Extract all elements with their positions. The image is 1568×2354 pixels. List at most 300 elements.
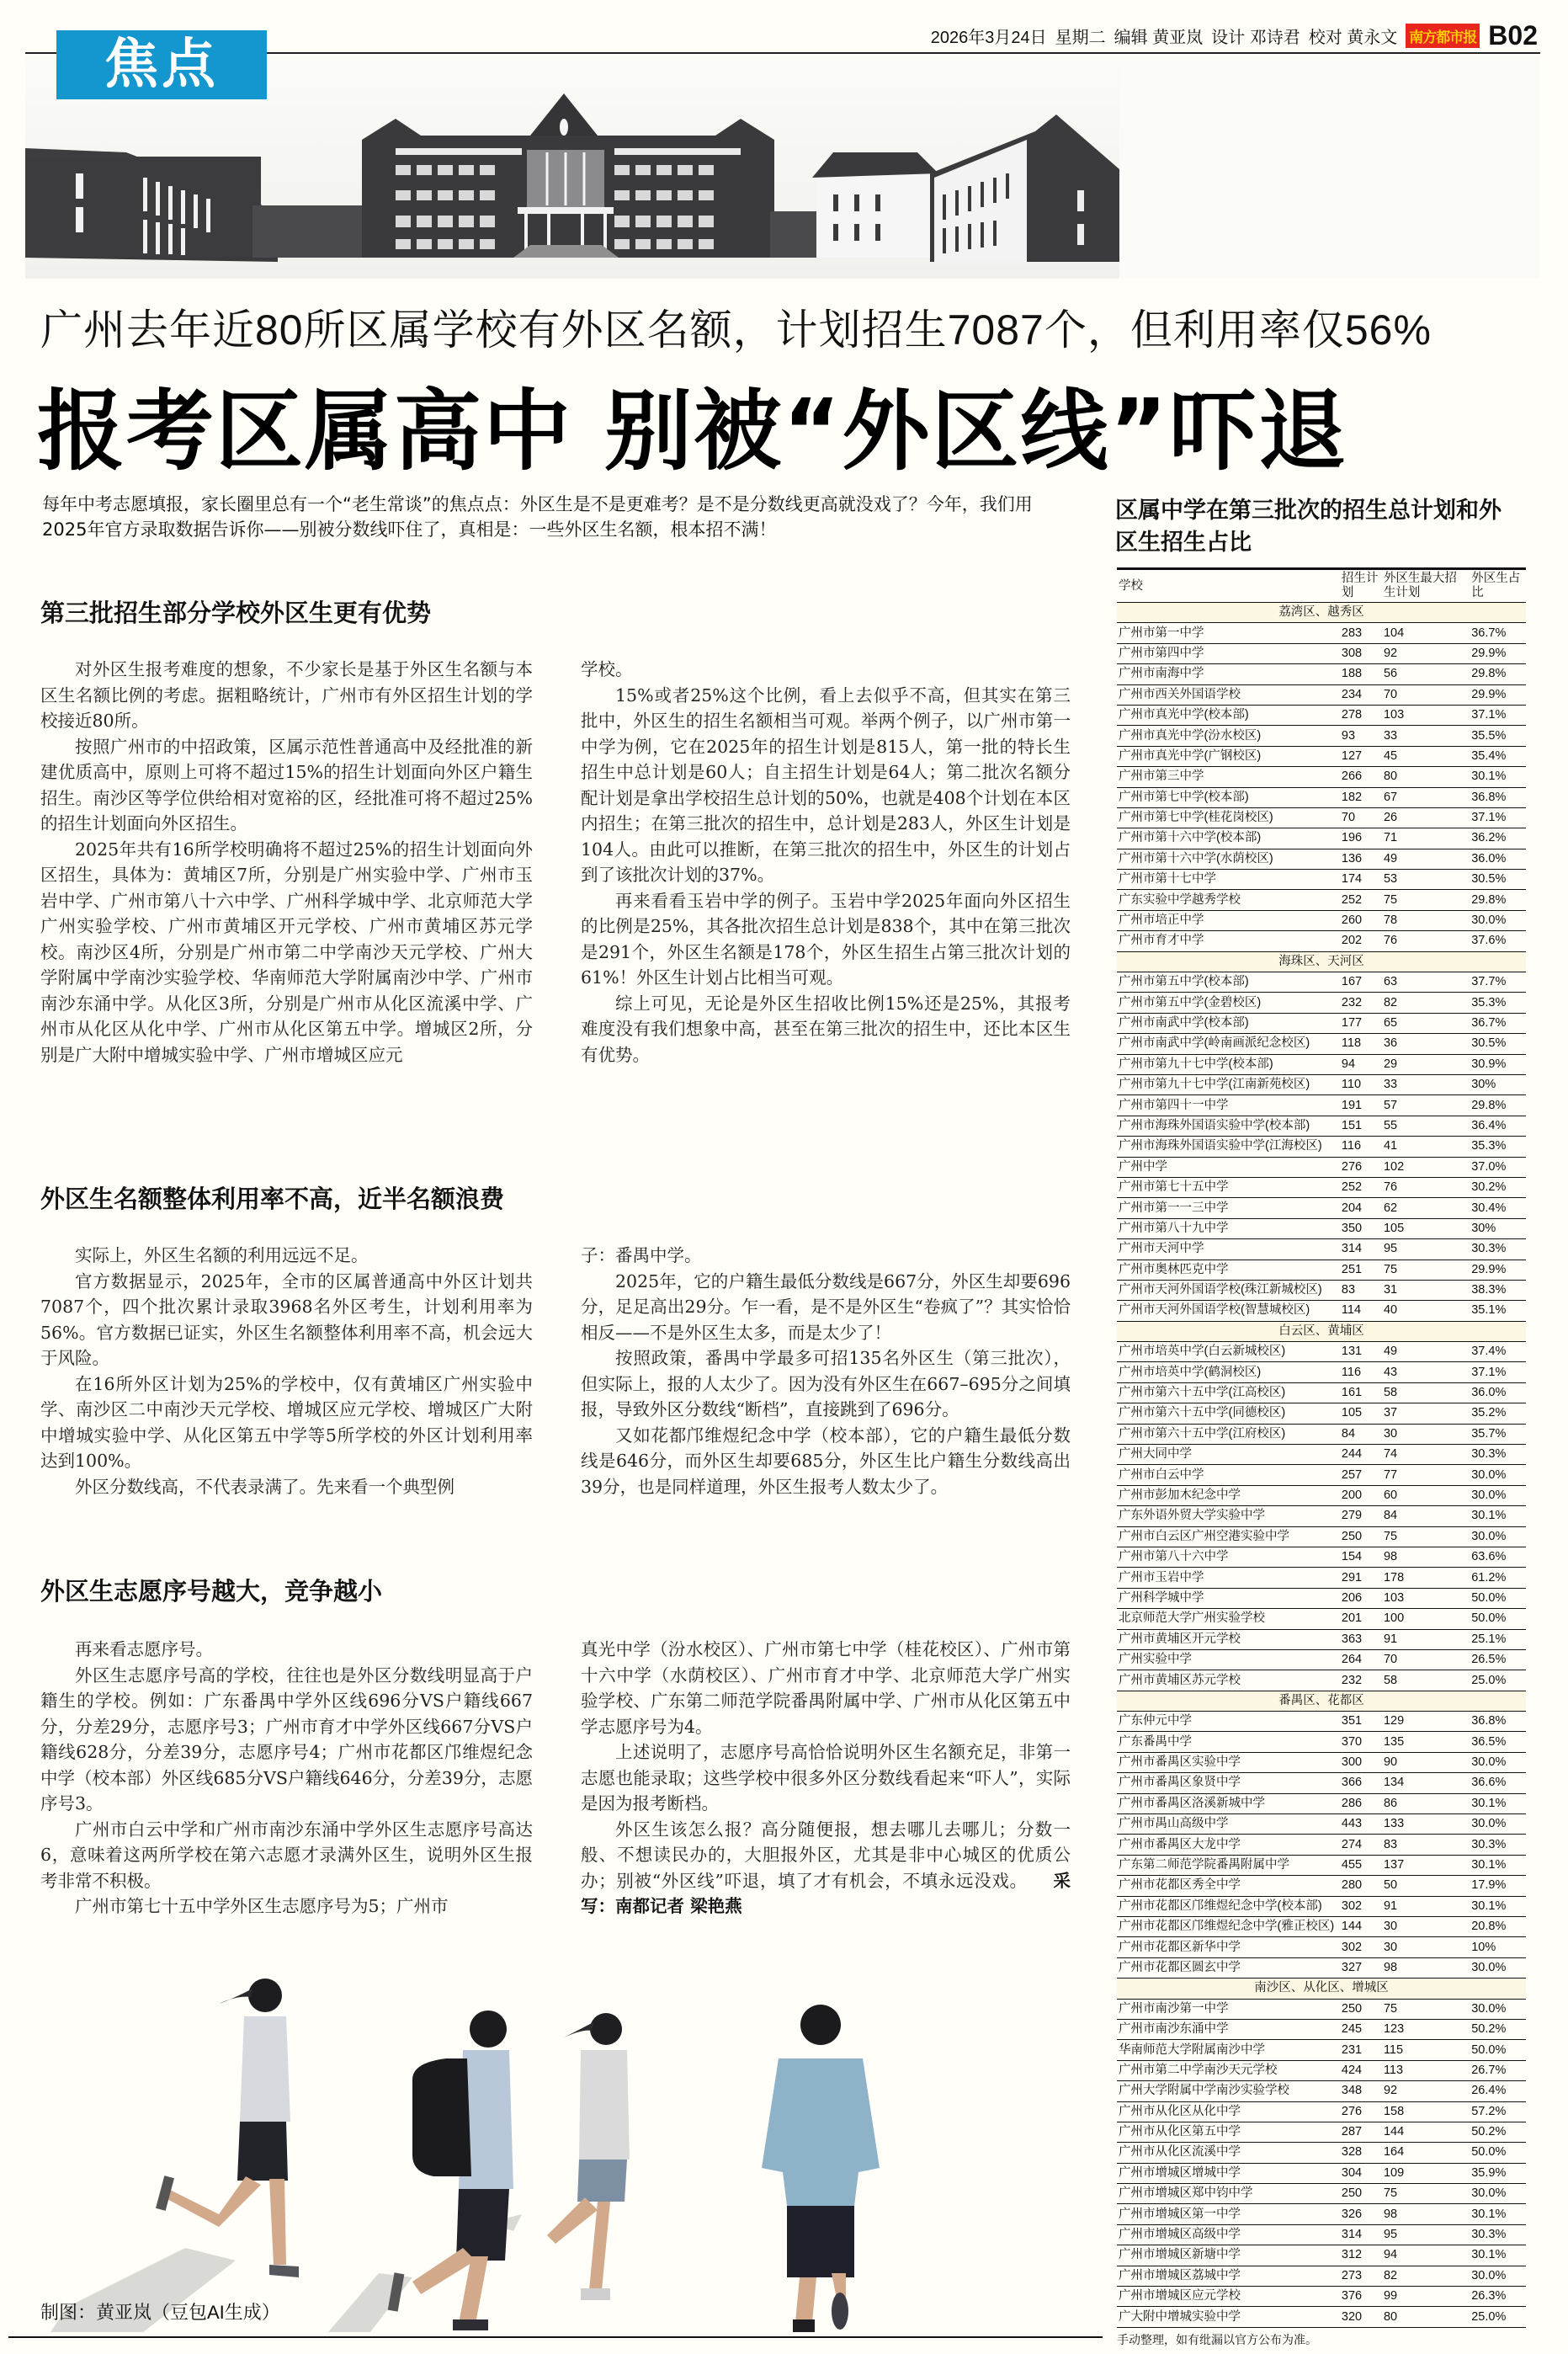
- max-outside-cell: 71: [1382, 828, 1470, 849]
- outside-ratio-cell: 61.2%: [1470, 1568, 1526, 1588]
- outside-ratio-cell: 30.1%: [1470, 1896, 1526, 1916]
- paragraph: 2025年，它的户籍生最低分数线是667分，外区生却要696分，足足高出29分。乍一看，是不是外区生“卷疯了”？其实恰恰相反——不是外区生太多，而是太少了！: [581, 1270, 1071, 1343]
- outside-ratio-cell: 30.0%: [1470, 910, 1526, 930]
- max-outside-cell: 92: [1382, 643, 1470, 663]
- running-students-illustration: [17, 1970, 1103, 2332]
- outside-ratio-cell: 30.0%: [1470, 2266, 1526, 2286]
- plan-cell: 273: [1340, 2266, 1382, 2286]
- school-name-cell: 广州市第五中学(校本部): [1117, 972, 1340, 993]
- outside-ratio-cell: 57.2%: [1470, 2101, 1526, 2122]
- outside-ratio-cell: 30.0%: [1470, 1957, 1526, 1978]
- plan-cell: 283: [1340, 623, 1382, 643]
- plan-cell: 200: [1340, 1485, 1382, 1505]
- table-title: 区属中学在第三批次的招生总计划和外区生招生占比: [1115, 498, 1502, 556]
- plan-cell: 252: [1340, 1177, 1382, 1197]
- table-row: [1117, 2122, 1526, 2142]
- max-outside-cell: 98: [1382, 2204, 1470, 2224]
- designer-credit: 设计 邓诗君: [1211, 28, 1300, 47]
- outside-ratio-cell: 30.3%: [1470, 1445, 1526, 1465]
- table-row: [1117, 890, 1526, 910]
- school-name-cell: 广州市南沙东涌中学: [1117, 2019, 1340, 2039]
- table-row: [1117, 1937, 1526, 1957]
- paragraph: 2025年共有16所学校明确将不超过25%的招生计划面向外区招生，具体为：黄埔区7所，分别是广州实验中学、广州市玉岩中学、广州市第八十六中学、广州科学城中学、北京师范大学广州实验学校、广州市黄埔区开元学校、广州市黄埔区苏元学校。南沙区4所，分别是广州市第二中学南沙天元学校、广州大学附属中学南沙实验学校、华南师范大学附属南沙中学、广州市南沙东涌中学。从化区3所，分别是广州市从化区流溪中学、广州市从化区从化中学、广州市从化区第五中学。增城区2所，分别是广大附中增城实验中学、广州市增城区应元: [40, 839, 533, 1065]
- outside-ratio-cell: 30.0%: [1470, 1814, 1526, 1835]
- table-row: [1117, 1013, 1526, 1033]
- school-name-cell: 广州市第七中学(桂花岗校区): [1117, 807, 1340, 828]
- table-group-row: [1117, 1321, 1526, 1341]
- max-outside-cell: 129: [1382, 1712, 1470, 1732]
- school-name-cell: 广州市天河中学: [1117, 1239, 1340, 1260]
- max-outside-cell: 55: [1382, 1116, 1470, 1136]
- table-row: [1117, 1260, 1526, 1280]
- article-column: [40, 1637, 533, 1920]
- table-row: [1117, 2163, 1526, 2183]
- outside-ratio-cell: 37.1%: [1470, 1362, 1526, 1382]
- plan-cell: 274: [1340, 1835, 1382, 1855]
- max-outside-cell: 30: [1382, 1937, 1470, 1957]
- paragraph: 真光中学（汾水校区）、广州市第七中学（桂花校区）、广州市第十六中学（水荫校区）、广州市育才中学、北京师范大学广州实验学校、广东第二师范学院番禺附属中学、广州市从化区第五中学志愿序号为4。: [581, 1639, 1071, 1737]
- plan-cell: 154: [1340, 1547, 1382, 1567]
- max-outside-cell: 133: [1382, 1814, 1470, 1835]
- max-outside-cell: 91: [1382, 1629, 1470, 1649]
- table-row: [1117, 2040, 1526, 2060]
- max-outside-cell: 78: [1382, 910, 1470, 930]
- plan-cell: 351: [1340, 1712, 1382, 1732]
- paragraph: 综上可见，无论是外区生招收比例15%还是25%，其报考难度没有我们想象中高，甚至在第三批次的招生中，还比本区生有优势。: [581, 993, 1071, 1065]
- table-row: [1117, 1403, 1526, 1424]
- outside-ratio-cell: 30.1%: [1470, 2204, 1526, 2224]
- max-outside-cell: 95: [1382, 1239, 1470, 1260]
- plan-cell: 201: [1340, 1609, 1382, 1629]
- table-row: [1117, 1999, 1526, 2019]
- outside-ratio-cell: 17.9%: [1470, 1876, 1526, 1896]
- outside-ratio-cell: 63.6%: [1470, 1547, 1526, 1567]
- article-subtitle: 广州去年近80所区属学校有外区名额，计划招生7087个，但利用率仅56%: [40, 306, 1432, 354]
- max-outside-cell: 56: [1382, 664, 1470, 684]
- outside-ratio-cell: 30.4%: [1470, 1198, 1526, 1218]
- paragraph-text: 外区生该怎么报？高分随便报，想去哪儿去哪儿；分数一般、不想读民办的，大胆报外区，尤其是非中心城区的优质公办；别被“外区线”吓退，填了才有机会，不填永远没戏。: [581, 1819, 1071, 1891]
- max-outside-cell: 103: [1382, 1588, 1470, 1608]
- plan-cell: 127: [1340, 746, 1382, 766]
- outside-ratio-cell: 30.3%: [1470, 1239, 1526, 1260]
- table-group-row: [1117, 951, 1526, 972]
- table-row: [1117, 1301, 1526, 1321]
- outside-ratio-cell: 30.0%: [1470, 1752, 1526, 1772]
- table-row: [1117, 870, 1526, 890]
- max-outside-cell: 109: [1382, 2163, 1470, 2183]
- school-name-cell: 广州市白云中学: [1117, 1465, 1340, 1485]
- table-row: [1117, 2081, 1526, 2101]
- school-name-cell: 广州市黄埔区苏元学校: [1117, 1670, 1340, 1691]
- school-name-cell: 广州市花都区邝维煜纪念中学(校本部): [1117, 1896, 1340, 1916]
- outside-ratio-cell: 35.3%: [1470, 1137, 1526, 1157]
- outside-ratio-cell: 37.6%: [1470, 931, 1526, 951]
- table-row: [1117, 1506, 1526, 1526]
- outside-ratio-cell: 30.1%: [1470, 2245, 1526, 2266]
- school-name-cell: 广州市真光中学(校本部): [1117, 705, 1340, 725]
- max-outside-cell: 90: [1382, 1752, 1470, 1772]
- table-row: [1117, 1137, 1526, 1157]
- table-row: [1117, 1342, 1526, 1362]
- plan-cell: 363: [1340, 1629, 1382, 1649]
- outside-ratio-cell: 30.9%: [1470, 1054, 1526, 1074]
- plan-cell: 188: [1340, 664, 1382, 684]
- section-badge: 焦点: [56, 30, 267, 99]
- max-outside-cell: 82: [1382, 993, 1470, 1013]
- max-outside-cell: 113: [1382, 2060, 1470, 2080]
- max-outside-cell: 94: [1382, 2245, 1470, 2266]
- plan-cell: 234: [1340, 684, 1382, 705]
- max-outside-cell: 164: [1382, 2143, 1470, 2163]
- plan-cell: 84: [1340, 1424, 1382, 1444]
- outside-ratio-cell: 30.1%: [1470, 1793, 1526, 1813]
- table-row: [1117, 807, 1526, 828]
- max-outside-cell: 84: [1382, 1506, 1470, 1526]
- max-outside-cell: 75: [1382, 1526, 1470, 1547]
- max-outside-cell: 104: [1382, 623, 1470, 643]
- outside-ratio-cell: 30.0%: [1470, 2184, 1526, 2204]
- school-name-cell: 广州市增城区增城中学: [1117, 2163, 1340, 2183]
- plan-cell: 191: [1340, 1095, 1382, 1116]
- enrollment-table: [1117, 567, 1526, 2348]
- plan-cell: 260: [1340, 910, 1382, 930]
- school-name-cell: 广州科学城中学: [1117, 1588, 1340, 1608]
- school-name-cell: 广州市第九十七中学(校本部): [1117, 1054, 1340, 1074]
- max-outside-cell: 67: [1382, 787, 1470, 807]
- school-name-cell: 广州市海珠外国语实验中学(校本部): [1117, 1116, 1340, 1136]
- plan-cell: 244: [1340, 1445, 1382, 1465]
- plan-cell: 116: [1340, 1362, 1382, 1382]
- outside-ratio-cell: 37.1%: [1470, 807, 1526, 828]
- school-name-cell: 广州市真光中学(汾水校区): [1117, 726, 1340, 746]
- paragraph: 官方数据显示，2025年，全市的区属普通高中外区计划共7087个，四个批次累计录取3968名外区考生，计划利用率为56%。官方数据已证实，外区生名额整体利用率不高，机会远大于风险。: [40, 1270, 533, 1368]
- outside-ratio-cell: 36.8%: [1470, 1712, 1526, 1732]
- max-outside-cell: 144: [1382, 2122, 1470, 2142]
- article-column: [581, 657, 1071, 1068]
- outside-ratio-cell: 26.4%: [1470, 2081, 1526, 2101]
- plan-cell: 232: [1340, 993, 1382, 1013]
- plan-cell: 302: [1340, 1896, 1382, 1916]
- byline: 采写：南都记者 梁艳燕: [581, 1870, 1071, 1916]
- paragraph: 广州市第七十五中学外区生志愿序号为5；广州市: [75, 1896, 449, 1916]
- outside-ratio-cell: 35.7%: [1470, 1424, 1526, 1444]
- table-row: [1117, 1568, 1526, 1588]
- outside-ratio-cell: 29.8%: [1470, 1095, 1526, 1116]
- school-name-cell: 广州市培正中学: [1117, 910, 1340, 930]
- school-name-cell: 广州市花都区邝维煜纪念中学(雅正校区): [1117, 1917, 1340, 1937]
- max-outside-cell: 40: [1382, 1301, 1470, 1321]
- plan-cell: 376: [1340, 2287, 1382, 2307]
- paragraph: 又如花都邝维煜纪念中学（校本部），它的户籍生最低分数线是646分，而外区生却要685分，外区生比户籍生分数线高出39分，也是同样道理，外区生报考人数太少了。: [581, 1425, 1071, 1497]
- table-row: [1117, 1752, 1526, 1772]
- table-group-row: [1117, 603, 1526, 623]
- table-row: [1117, 1526, 1526, 1547]
- outside-ratio-cell: 36.2%: [1470, 828, 1526, 849]
- table-row: [1117, 1177, 1526, 1197]
- outside-ratio-cell: 50.0%: [1470, 2143, 1526, 2163]
- outside-ratio-cell: 26.3%: [1470, 2287, 1526, 2307]
- max-outside-cell: 70: [1382, 1649, 1470, 1670]
- max-outside-cell: 63: [1382, 972, 1470, 993]
- table-row: [1117, 767, 1526, 787]
- plan-cell: 366: [1340, 1773, 1382, 1793]
- table-row: [1117, 2204, 1526, 2224]
- plan-cell: 280: [1340, 1876, 1382, 1896]
- max-outside-cell: 102: [1382, 1157, 1470, 1177]
- paragraph: 对外区生报考难度的想象，不少家长是基于外区生名额与本区生名额比例的考虑。据粗略统计，广州市有外区招生计划的学校接近80所。: [40, 659, 533, 731]
- max-outside-cell: 82: [1382, 2266, 1470, 2286]
- school-name-cell: 广州市从化区从化中学: [1117, 2101, 1340, 2122]
- max-outside-cell: 33: [1382, 1074, 1470, 1094]
- issue-weekday: 星期二: [1055, 28, 1106, 47]
- outside-ratio-cell: 30.1%: [1470, 767, 1526, 787]
- table-row: [1117, 1649, 1526, 1670]
- outside-ratio-cell: 30.2%: [1470, 1177, 1526, 1197]
- school-name-cell: 广州市第八十九中学: [1117, 1218, 1340, 1238]
- paragraph: 按照广州市的中招政策，区属示范性普通高中及经批准的新建优质高中，原则上可将不超过15%的招生计划面向外区户籍生招生。南沙区等学位供给相对宽裕的区，经批准可将不超过25%的招生计划面向外区招生。: [40, 736, 533, 833]
- plan-cell: 167: [1340, 972, 1382, 993]
- outside-ratio-cell: 30.0%: [1470, 1526, 1526, 1547]
- max-outside-cell: 30: [1382, 1424, 1470, 1444]
- outside-ratio-cell: 36.6%: [1470, 1773, 1526, 1793]
- school-name-cell: 广州市玉岩中学: [1117, 1568, 1340, 1588]
- table-row: [1117, 684, 1526, 705]
- newspaper-logo: 南方都市报: [1406, 24, 1480, 48]
- paragraph: 15%或者25%这个比例，看上去似乎不高，但其实在第三批中，外区生的招生名额相当可观。举两个例子，以广州市第一中学为例，它在2025年的招生计划是815人，第一批的特长生招生中总计划是60人；自主招生计划是64人；第二批次名额分配计划是拿出学校招生总计划的50%，也就是408个计划在本区内招生；在第三批次的招生中，总计划是283人，外区生计划是104人。由此可以推断，在第三批次的招生中，外区生的计划占到了该批次计划的37%。: [581, 684, 1071, 885]
- school-name-cell: 广州市禺山高级中学: [1117, 1814, 1340, 1835]
- district-group-label: 番禺区、花都区: [1117, 1691, 1526, 1711]
- max-outside-cell: 62: [1382, 1198, 1470, 1218]
- school-name-cell: 广州市第十六中学(校本部): [1117, 828, 1340, 849]
- masthead: [931, 20, 1538, 51]
- table-row: [1117, 1835, 1526, 1855]
- max-outside-cell: 37: [1382, 1403, 1470, 1424]
- table-row: [1117, 1034, 1526, 1054]
- school-name-cell: 广州市育才中学: [1117, 931, 1340, 951]
- max-outside-cell: 178: [1382, 1568, 1470, 1588]
- article-lead: 每年中考志愿填报，家长圈里总有一个“老生常谈”的焦点点：外区生是不是更难考？是不是分数线更高就没戏了？今年，我们用2025年官方录取数据告诉你——别被分数线吓住了，真相是：一些外区生名额，根本招不满！: [42, 494, 1033, 540]
- outside-ratio-cell: 38.3%: [1470, 1280, 1526, 1300]
- plan-cell: 266: [1340, 767, 1382, 787]
- paragraph: 按照政策，番禺中学最多可招135名外区生（第三批次），但实际上，报的人太少了。因为没有外区生在667–695分之间填报，导致外区分数线“断档”，直接跳到了696分。: [581, 1348, 1071, 1419]
- table-row: [1117, 1793, 1526, 1813]
- plan-cell: 312: [1340, 2245, 1382, 2266]
- table-group-row: [1117, 1979, 1526, 1999]
- table-row: [1117, 2184, 1526, 2204]
- max-outside-cell: 75: [1382, 890, 1470, 910]
- outside-ratio-cell: 37.4%: [1470, 1342, 1526, 1362]
- table-row: [1117, 1547, 1526, 1567]
- school-name-cell: 广东番禺中学: [1117, 1732, 1340, 1752]
- plan-cell: 326: [1340, 2204, 1382, 2224]
- table-body: [1117, 603, 1526, 2328]
- plan-cell: 116: [1340, 1137, 1382, 1157]
- outside-ratio-cell: 10%: [1470, 1937, 1526, 1957]
- table-row: [1117, 931, 1526, 951]
- table-row: [1117, 1712, 1526, 1732]
- table-row: [1117, 1855, 1526, 1875]
- plan-cell: 110: [1340, 1074, 1382, 1094]
- article-headline: 报考区属高中 别被“外区线”吓退: [37, 380, 1347, 482]
- school-name-cell: 广州市第三中学: [1117, 767, 1340, 787]
- plan-cell: 443: [1340, 1814, 1382, 1835]
- table-note: 手动整理，如有纰漏以官方公布为准。: [1117, 2332, 1317, 2346]
- plan-cell: 314: [1340, 1239, 1382, 1260]
- table-row: [1117, 1095, 1526, 1116]
- school-name-cell: 广州市增城区新塘中学: [1117, 2245, 1340, 2266]
- article-column: [40, 657, 533, 1068]
- section-heading: 外区生志愿序号越大，竞争越小: [40, 1577, 383, 1606]
- table-row: [1117, 2266, 1526, 2286]
- table-header-row: [1117, 569, 1526, 603]
- outside-ratio-cell: 26.5%: [1470, 1649, 1526, 1670]
- outside-ratio-cell: 50.0%: [1470, 1609, 1526, 1629]
- max-outside-cell: 30: [1382, 1917, 1470, 1937]
- plan-cell: 348: [1340, 2081, 1382, 2101]
- paragraph: 学校。: [581, 659, 633, 679]
- school-name-cell: 广州市第七中学(校本部): [1117, 787, 1340, 807]
- school-name-cell: 广东实验中学越秀学校: [1117, 890, 1340, 910]
- paragraph: 再来看看玉岩中学的例子。玉岩中学2025年面向外区招生的比例是25%，其各批次招生总计划是838个，其中在第三批次是291个，外区生名额是178个，外区生招生占第三批次计划的61%！外区生计划占比相当可观。: [581, 890, 1071, 988]
- max-outside-cell: 43: [1382, 1362, 1470, 1382]
- outside-ratio-cell: 30.1%: [1470, 1506, 1526, 1526]
- plan-cell: 291: [1340, 1568, 1382, 1588]
- school-name-cell: 华南师范大学附属南沙中学: [1117, 2040, 1340, 2060]
- plan-cell: 83: [1340, 1280, 1382, 1300]
- school-name-cell: 广州市海珠外国语实验中学(江海校区): [1117, 1137, 1340, 1157]
- max-outside-cell: 115: [1382, 2040, 1470, 2060]
- table-group-row: [1117, 1691, 1526, 1711]
- table-row: [1117, 1465, 1526, 1485]
- table-row: [1117, 1157, 1526, 1177]
- plan-cell: 252: [1340, 890, 1382, 910]
- table-row: [1117, 1957, 1526, 1978]
- max-outside-cell: 134: [1382, 1773, 1470, 1793]
- max-outside-cell: 100: [1382, 1609, 1470, 1629]
- table-row: [1117, 1670, 1526, 1691]
- max-outside-cell: 158: [1382, 2101, 1470, 2122]
- editor-credit: 编辑 黄亚岚: [1114, 28, 1204, 47]
- district-group-label: 白云区、黄埔区: [1117, 1321, 1526, 1341]
- school-name-cell: 广州市奥林匹克中学: [1117, 1260, 1340, 1280]
- outside-ratio-cell: 29.8%: [1470, 664, 1526, 684]
- max-outside-cell: 99: [1382, 2287, 1470, 2307]
- plan-cell: 304: [1340, 2163, 1382, 2183]
- max-outside-cell: 80: [1382, 2307, 1470, 2327]
- plan-cell: 370: [1340, 1732, 1382, 1752]
- table-row: [1117, 2060, 1526, 2080]
- outside-ratio-cell: 30%: [1470, 1074, 1526, 1094]
- table-row: [1117, 1917, 1526, 1937]
- plan-cell: 250: [1340, 2184, 1382, 2204]
- school-name-cell: 广州市第八十六中学: [1117, 1547, 1340, 1567]
- table-row: [1117, 1588, 1526, 1608]
- issue-date: 2026年3月24日: [930, 28, 1047, 47]
- school-name-cell: 广东外语外贸大学实验中学: [1117, 1506, 1340, 1526]
- max-outside-cell: 29: [1382, 1054, 1470, 1074]
- plan-cell: 328: [1340, 2143, 1382, 2163]
- outside-ratio-cell: 29.8%: [1470, 890, 1526, 910]
- plan-cell: 204: [1340, 1198, 1382, 1218]
- max-outside-cell: 33: [1382, 726, 1470, 746]
- max-outside-cell: 98: [1382, 1547, 1470, 1567]
- outside-ratio-cell: 36.5%: [1470, 1732, 1526, 1752]
- school-name-cell: 广州市南沙第一中学: [1117, 1999, 1340, 2019]
- plan-cell: 251: [1340, 1260, 1382, 1280]
- school-name-cell: 广州市培英中学(白云新城校区): [1117, 1342, 1340, 1362]
- plan-cell: 114: [1340, 1301, 1382, 1321]
- column-header-school: 学校: [1119, 578, 1143, 593]
- plan-cell: 105: [1340, 1403, 1382, 1424]
- school-name-cell: 广州市第七十五中学: [1117, 1177, 1340, 1197]
- plan-cell: 350: [1340, 1218, 1382, 1238]
- page-number: B02: [1488, 19, 1538, 51]
- table-row: [1117, 1054, 1526, 1074]
- plan-cell: 302: [1340, 1937, 1382, 1957]
- school-name-cell: 广州市培英中学(鹤洞校区): [1117, 1362, 1340, 1382]
- table-row: [1117, 1382, 1526, 1403]
- school-name-cell: 广州市第五中学(金碧校区): [1117, 993, 1340, 1013]
- outside-ratio-cell: 37.0%: [1470, 1157, 1526, 1177]
- outside-ratio-cell: 50.2%: [1470, 2019, 1526, 2039]
- max-outside-cell: 86: [1382, 1793, 1470, 1813]
- proofreader-credit: 校对 黄永文: [1308, 28, 1398, 47]
- plan-cell: 151: [1340, 1116, 1382, 1136]
- plan-cell: 94: [1340, 1054, 1382, 1074]
- table-row: [1117, 1198, 1526, 1218]
- plan-cell: 177: [1340, 1013, 1382, 1033]
- section-heading: 第三批招生部分学校外区生更有优势: [40, 599, 432, 627]
- table-row: [1117, 1629, 1526, 1649]
- plan-cell: 182: [1340, 787, 1382, 807]
- plan-cell: 308: [1340, 643, 1382, 663]
- outside-ratio-cell: 29.9%: [1470, 643, 1526, 663]
- plan-cell: 320: [1340, 2307, 1382, 2327]
- outside-ratio-cell: 30.0%: [1470, 1999, 1526, 2019]
- plan-cell: 231: [1340, 2040, 1382, 2060]
- outside-ratio-cell: 25.0%: [1470, 1670, 1526, 1691]
- district-group-label: 荔湾区、越秀区: [1117, 603, 1526, 623]
- outside-ratio-cell: 29.9%: [1470, 684, 1526, 705]
- max-outside-cell: 49: [1382, 849, 1470, 869]
- outside-ratio-cell: 36.7%: [1470, 623, 1526, 643]
- outside-ratio-cell: 37.7%: [1470, 972, 1526, 993]
- table-row: [1117, 2224, 1526, 2245]
- table-row: [1117, 910, 1526, 930]
- plan-cell: 314: [1340, 2224, 1382, 2245]
- school-name-cell: 广州市第六十五中学(同德校区): [1117, 1403, 1340, 1424]
- plan-cell: 93: [1340, 726, 1382, 746]
- outside-ratio-cell: 25.1%: [1470, 1629, 1526, 1649]
- table-row: [1117, 726, 1526, 746]
- max-outside-cell: 57: [1382, 1095, 1470, 1116]
- footer-rule: [8, 2336, 1103, 2338]
- outside-ratio-cell: 36.8%: [1470, 787, 1526, 807]
- outside-ratio-cell: 35.3%: [1470, 993, 1526, 1013]
- school-name-cell: 广州市第四中学: [1117, 643, 1340, 663]
- school-name-cell: 广东仲元中学: [1117, 1712, 1340, 1732]
- plan-cell: 174: [1340, 870, 1382, 890]
- plan-cell: 276: [1340, 1157, 1382, 1177]
- district-group-label: 南沙区、从化区、增城区: [1117, 1979, 1526, 1999]
- max-outside-cell: 91: [1382, 1896, 1470, 1916]
- table-row: [1117, 1732, 1526, 1752]
- paragraph: 再来看志愿序号。: [75, 1639, 213, 1659]
- outside-ratio-cell: 50.0%: [1470, 1588, 1526, 1608]
- school-name-cell: 广州市增城区第一中学: [1117, 2204, 1340, 2224]
- max-outside-cell: 74: [1382, 1445, 1470, 1465]
- plan-cell: 136: [1340, 849, 1382, 869]
